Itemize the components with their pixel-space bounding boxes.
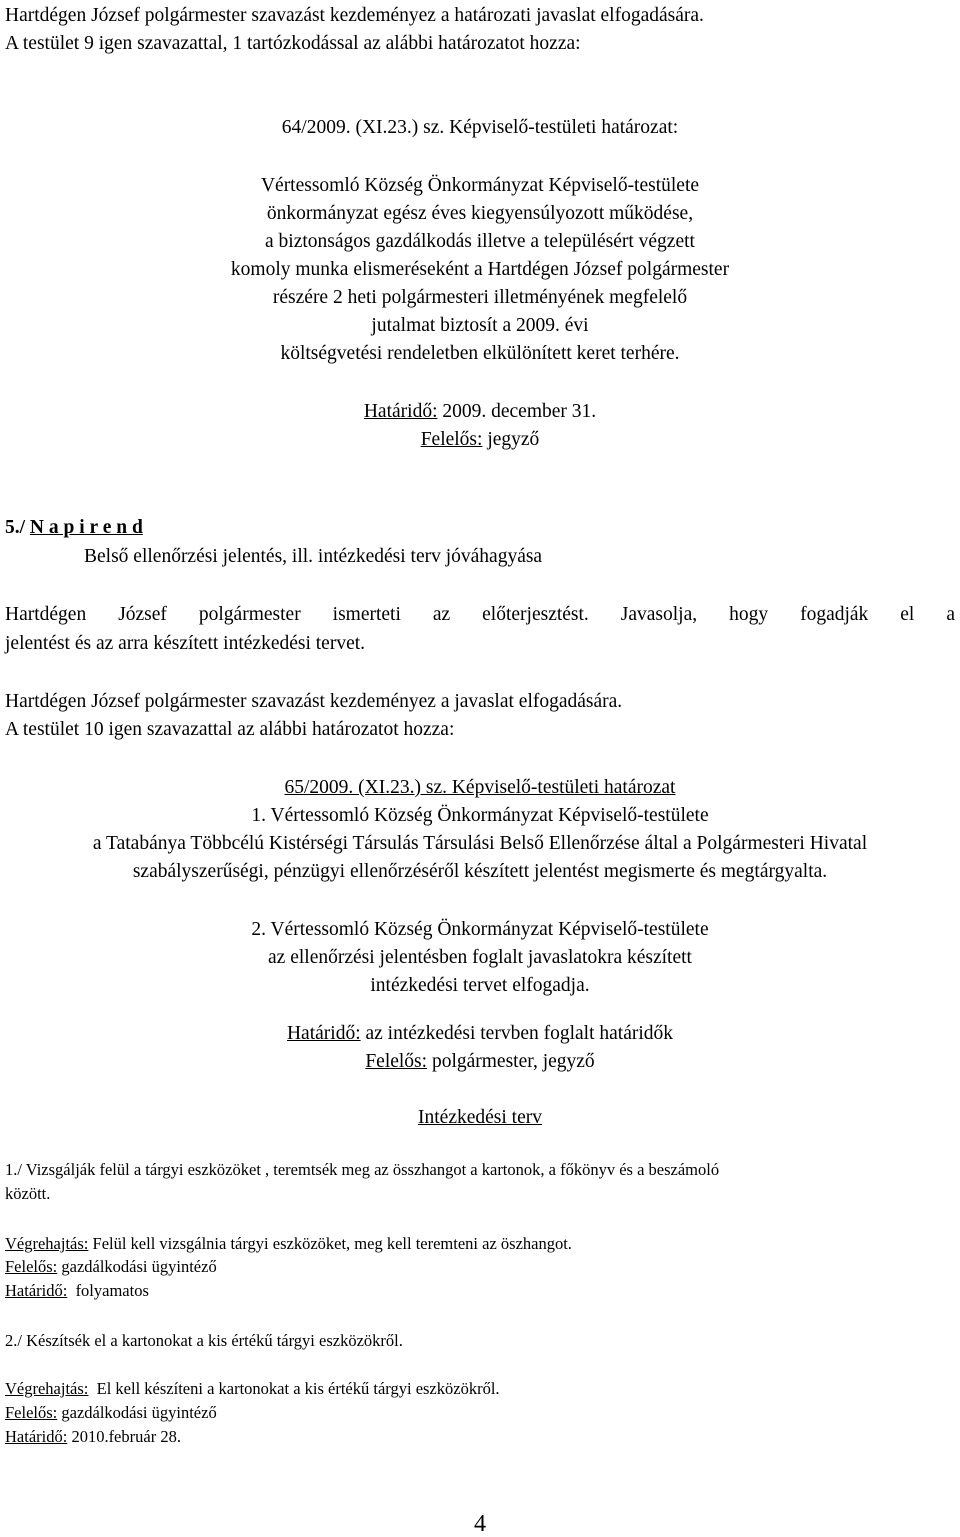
- deadline-value: az intézkedési tervben foglalt határidők: [360, 1023, 674, 1044]
- responsible-label: Felelős:: [420, 429, 483, 450]
- resolution-64-body-line: a biztonságos gazdálkodás illetve a településért végzett: [265, 231, 695, 252]
- resolution-65-deadline: [0, 1024, 960, 1044]
- agenda-intro-line: [5, 605, 955, 625]
- deadline-value: folyamatos: [67, 1281, 149, 1300]
- agenda-item-heading: [0, 518, 960, 538]
- deadline-value: 2009. december 31.: [437, 401, 597, 422]
- action-plan-item-2-deadline: [0, 1429, 960, 1446]
- execution-value: El kell készíteni a kartonokat a kis értékű tárgyi eszközökről.: [88, 1379, 500, 1398]
- resolution-64-body-line: önkormányzat egész éves kiegyensúlyozott működése,: [266, 203, 694, 224]
- resolution-64-body-line: részére 2 heti polgármesteri illetményének megfelelő: [272, 287, 688, 308]
- resolution-65-title: 65/2009. (XI.23.) sz. Képviselő-testületi határozat: [284, 777, 676, 798]
- resolution-64-body-line: jutalmat biztosít a 2009. évi: [371, 315, 589, 336]
- word: hogy: [729, 604, 769, 625]
- word: polgármester: [198, 604, 301, 625]
- vote-result-line: A testület 9 igen szavazattal, 1 tartózkodással az alábbi határozatot hozza:: [5, 33, 581, 54]
- resolution-64-deadline: [0, 402, 960, 422]
- resolution-65-heading: [0, 778, 960, 798]
- word: Hartdégen: [5, 604, 87, 625]
- action-plan-item-1-line: 1./ Vizsgálják felül a tárgyi eszközöket , teremtsék meg az összhangot a kartonok, a főkönyv és a beszámoló: [5, 1160, 720, 1179]
- vote-initiation-line: Hartdégen József polgármester szavazást kezdeményez a határozati javaslat elfogadására.: [5, 5, 704, 26]
- word: az: [432, 604, 451, 625]
- vote-result-line: A testület 10 igen szavazattal az alábbi határozatot hozza:: [5, 719, 455, 740]
- action-plan-item-2-execution: [0, 1381, 960, 1398]
- resolution-64-body-line: költségvetési rendeletben elkülönített keret terhére.: [280, 343, 680, 364]
- resolution-65-item-1-line: 1. Vértessomló Község Önkormányzat Képviselő-testülete: [251, 805, 709, 826]
- action-plan-item-2-responsible: [0, 1405, 960, 1422]
- resolution-64-body-line: Vértessomló Község Önkormányzat Képviselő-testülete: [260, 175, 700, 196]
- resolution-65-item-2-line: az ellenőrzési jelentésben foglalt javaslatokra készített: [268, 947, 692, 968]
- resolution-64-title: Képviselő-testületi határozat:: [449, 117, 679, 138]
- responsible-value: gazdálkodási ügyintéző: [57, 1257, 217, 1276]
- responsible-label: Felelős:: [5, 1403, 58, 1422]
- responsible-value: jegyző: [482, 429, 540, 450]
- resolution-65-responsible: [0, 1052, 960, 1072]
- word: el: [900, 604, 915, 625]
- responsible-value: polgármester, jegyző: [427, 1051, 595, 1072]
- resolution-65-item-1-line: szabályszerűségi, pénzügyi ellenőrzéséről készített jelentést megismerte és megtárgyalta.: [132, 861, 828, 882]
- action-plan-item-1-execution: [0, 1236, 960, 1253]
- page-number: 4: [474, 1511, 486, 1537]
- vote-initiation-line: Hartdégen József polgármester szavazást kezdeményez a javaslat elfogadására.: [5, 691, 623, 712]
- execution-label: Végrehajtás:: [5, 1234, 89, 1253]
- action-plan-title: [0, 1108, 960, 1128]
- agenda-label: N a p i r e n d: [29, 517, 143, 538]
- deadline-label: Határidő:: [363, 401, 438, 422]
- word: előterjesztést.: [482, 604, 589, 625]
- resolution-65-item-2-line: intézkedési tervet elfogadja.: [370, 975, 590, 996]
- action-plan-item-2-line: 2./ Készítsék el a kartonokat a kis értékű tárgyi eszközökről.: [5, 1331, 403, 1350]
- deadline-value: 2010.február 28.: [67, 1427, 181, 1446]
- resolution-65-item-1-line: a Tatabánya Többcélú Kistérségi Társulás Társulási Belső Ellenőrzése által a Polgármesteri Hivatal: [92, 833, 868, 854]
- action-plan-title-text: Intézkedési terv: [418, 1107, 542, 1128]
- word: a: [946, 604, 955, 625]
- word: Javasolja,: [620, 604, 698, 625]
- execution-label: Végrehajtás:: [5, 1379, 89, 1398]
- responsible-value: gazdálkodási ügyintéző: [57, 1403, 217, 1422]
- agenda-number: 5./: [5, 517, 26, 538]
- deadline-label: Határidő:: [5, 1281, 68, 1300]
- word: fogadják: [800, 604, 869, 625]
- deadline-label: Határidő:: [286, 1023, 361, 1044]
- agenda-intro-line-2: jelentést és az arra készített intézkedési tervet.: [5, 633, 366, 654]
- execution-value: Felül kell vizsgálnia tárgyi eszközöket, meg kell teremteni az öszhangot.: [88, 1234, 572, 1253]
- responsible-label: Felelős:: [5, 1257, 58, 1276]
- deadline-label: Határidő:: [5, 1427, 68, 1446]
- resolution-64-heading: [0, 118, 960, 138]
- resolution-65-item-2-line: 2. Vértessomló Község Önkormányzat Képviselő-testülete: [251, 919, 709, 940]
- agenda-subject: Belső ellenőrzési jelentés, ill. intézkedési terv jóváhagyása: [84, 546, 543, 567]
- resolution-64-responsible: [0, 430, 960, 450]
- action-plan-item-1-line: között.: [5, 1184, 51, 1203]
- word: József: [118, 604, 167, 625]
- action-plan-item-1-deadline: [0, 1283, 960, 1300]
- action-plan-item-1-responsible: [0, 1259, 960, 1276]
- word: ismerteti: [332, 604, 401, 625]
- resolution-64-body-line: komoly munka elismeréseként a Hartdégen József polgármester: [230, 259, 730, 280]
- resolution-64-number: 64/2009. (XI.23.) sz.: [281, 117, 445, 138]
- responsible-label: Felelős:: [365, 1051, 428, 1072]
